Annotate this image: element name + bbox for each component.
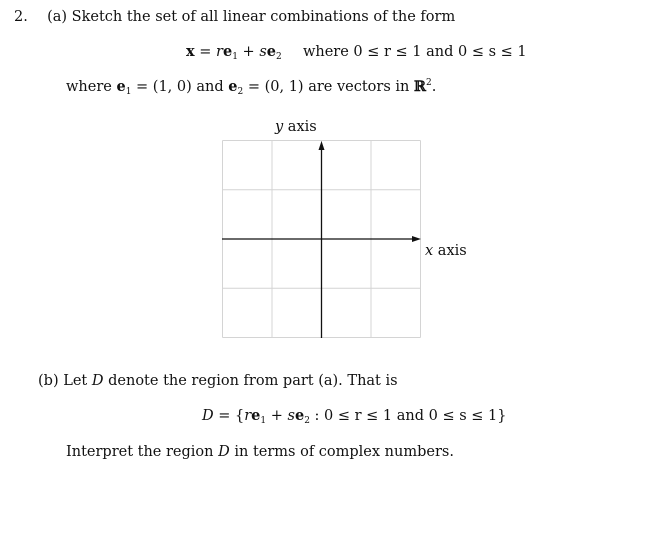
x-axis-label: x axis [425, 243, 467, 259]
part-b-intro-line: (b) Let D denote the region from part (a). That is [38, 373, 398, 389]
coordinate-grid [222, 140, 421, 338]
x-axis-arrowhead [412, 236, 421, 242]
part-a-label: (a) [47, 9, 68, 25]
region-definition: $D = \{re_1 + se_2$ : 0 ≤ r ≤ 1 and 0 ≤ s ≤ 1} [202, 407, 507, 426]
problem-number: 2. [14, 9, 28, 25]
part-a-intro-line [14, 9, 455, 25]
interpretation-prompt: Interpret the region D in terms of complex numbers. [66, 444, 454, 460]
y-axis-arrowhead [319, 141, 325, 150]
y-axis-label: y axis [275, 119, 317, 135]
linear-combination-formula: $x = re_1 + se_2$ where 0 ≤ r ≤ 1 and 0 ≤ s ≤ 1 [186, 43, 527, 62]
part-a-intro: Sketch the set of all linear combinations of the form [71, 9, 456, 25]
basis-vectors-text: where $e_1 = (1$, 0) and $e_2 = (0$, 1) are vectors in ℝ$^2$. [66, 78, 437, 97]
part-b-label: (b) [38, 373, 59, 389]
